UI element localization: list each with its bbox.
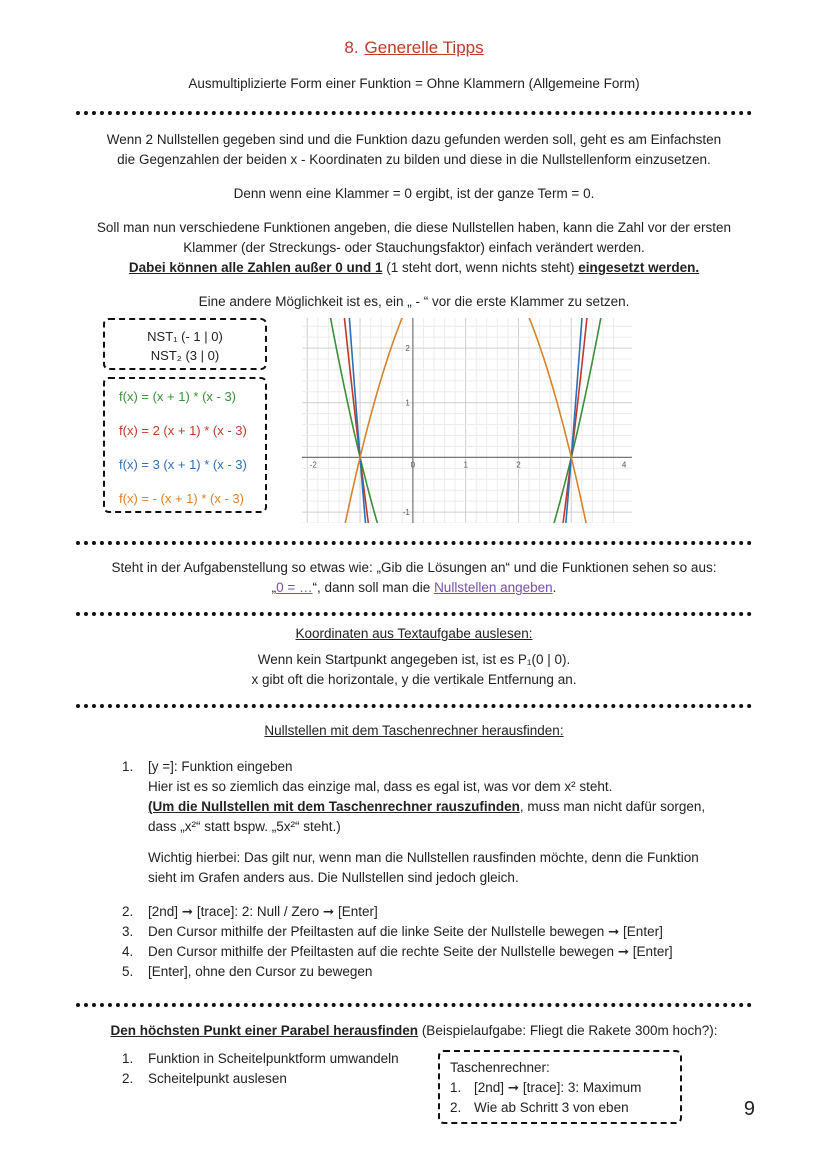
list-item: 2. Scheitelpunkt auslesen [122, 1071, 287, 1086]
list-item: 3. Den Cursor mithilfe der Pfeiltasten auf die linke Seite der Nullstelle bewegen ➞ [Enter] [122, 924, 663, 939]
paragraph-nullstellenform: Wenn 2 Nullstellen gegeben sind und die Funktion dazu gefunden werden soll, geht es am Einfachsten die Gegenzahlen der beiden x - Koordinaten zu bilden und diese in die Nullstellenform einzusetzen. [106, 132, 722, 167]
x-tick-label: 1 [463, 460, 468, 470]
x-tick-label: 4 [621, 460, 627, 470]
paragraph-loesungen: Steht in der Aufgabenstellung so etwas wie: „Gib die Lösungen an“ und die Funktionen sehen so aus: „0 = …“, dann soll man die Nullstellen angeben. [111, 560, 717, 595]
list-item: 1. Funktion in Scheitelpunktform umwandeln [122, 1051, 399, 1066]
nullstellen-link: Nullstellen angeben [434, 580, 553, 595]
parabola-graph [302, 318, 632, 523]
x-tick-label: 2 [516, 460, 521, 470]
paragraph-streckung: Soll man nun verschiedene Funktionen angeben, die diese Nullstellen haben, kann die Zahl vor der ersten Klammer (der Streckungs- oder Stauchungsfaktor) einfach verändert werden. Dabei können alle Zahlen außer 0 und 1 (1 steht dort, wenn nichts steht) eingesetzt werden. [96, 220, 732, 275]
x-tick-label: -2 [309, 460, 317, 470]
paragraph-minus: Eine andere Möglichkeit ist es, ein „ - “ vor die erste Klammer zu setzen. [198, 294, 630, 309]
list-item: 2. Wie ab Schritt 3 von eben [450, 1100, 629, 1115]
divider [76, 704, 752, 708]
list-item: 4. Den Cursor mithilfe der Pfeiltasten auf die rechte Seite der Nullstelle bewegen ➞ [Enter] [122, 944, 673, 959]
calculator-title: Taschenrechner: [450, 1060, 550, 1075]
formula-2: f(x) = 2 (x + 1) * (x - 3) [119, 423, 247, 438]
nst-box [103, 318, 267, 370]
heading-taschenrechner: Nullstellen mit dem Taschenrechner herausfinden: [264, 723, 564, 738]
divider [76, 1003, 752, 1007]
paragraph-klammer: Denn wenn eine Klammer = 0 ergibt, ist der ganze Term = 0. [233, 186, 595, 201]
list-item: 5. [Enter], ohne den Cursor zu bewegen [122, 964, 373, 979]
page-number: 9 [743, 1098, 755, 1120]
formula-3: f(x) = 3 (x + 1) * (x - 3) [119, 457, 247, 472]
list-item: 2. [2nd] ➞ [trace]: 2: Null / Zero ➞ [Enter] [122, 904, 378, 919]
divider [76, 111, 752, 115]
nst2: NST₂ (3 | 0) [150, 348, 220, 363]
divider [76, 541, 752, 545]
heading-koordinaten: Koordinaten aus Textaufgabe auslesen: [295, 626, 533, 641]
section-title: Generelle Tipps [364, 38, 484, 57]
y-tick-label: 1 [405, 398, 410, 408]
x-tick-label: 0 [410, 460, 416, 470]
divider [76, 612, 752, 616]
list-item: 1. [2nd] ➞ [trace]: 3: Maximum [450, 1080, 642, 1095]
formula-4: f(x) = - (x + 1) * (x - 3) [119, 491, 244, 506]
formula-1: f(x) = (x + 1) * (x - 3) [119, 389, 237, 404]
nst1: NST₁ (- 1 | 0) [147, 329, 223, 344]
heading-hoechster-punkt: Den höchsten Punkt einer Parabel herausfinden (Beispielaufgabe: Fliegt die Rakete 300m hoch?): [110, 1023, 718, 1038]
parabel-steps [122, 1049, 442, 1089]
calculator-box [438, 1050, 682, 1124]
y-tick-label: -1 [402, 508, 410, 518]
intro-text: Ausmultiplizierte Form einer Funktion = Ohne Klammern (Allgemeine Form) [188, 76, 640, 91]
section-number: 8. [344, 38, 359, 57]
page-title [0, 38, 828, 58]
section-koordinaten: Koordinaten aus Textaufgabe auslesen: Wenn kein Startpunkt angegeben ist, ist es P₁(0 | 0). x gibt oft die horizontale, y die vertikale Entfernung an. [70, 624, 758, 690]
formula-box [103, 377, 267, 513]
y-tick-label: 2 [405, 344, 410, 354]
steps-list: 1. [y =]: Funktion eingeben Hier ist es so ziemlich das einzige mal, dass es egal ist, was vor dem x² steht. (Um die Nullstellen mit dem Taschenrechner rauszufinden, muss man nicht dafür sorgen, dass „x²“ statt bspw. „5x²“ steht.) Wichtig hierbei: Das gilt nur, wenn man die Nullstellen rausfinden möchte, denn die Funktion sieht im Grafen anders aus. Die Nullstellen sind jedoch gleich. 2. [2nd] ➞ [trace]: 2: Null / Zero ➞ [Enter] 3. Den Cursor mithilfe der Pfeiltasten auf die linke Seite der Nullstelle bewegen ➞ [Enter] 4. Den Cursor mithilfe der Pfeiltasten auf die rechte Seite der Nullstelle bewegen ➞ [Enter] 5. [Enter], ohne den Cursor zu bewegen [122, 757, 762, 982]
